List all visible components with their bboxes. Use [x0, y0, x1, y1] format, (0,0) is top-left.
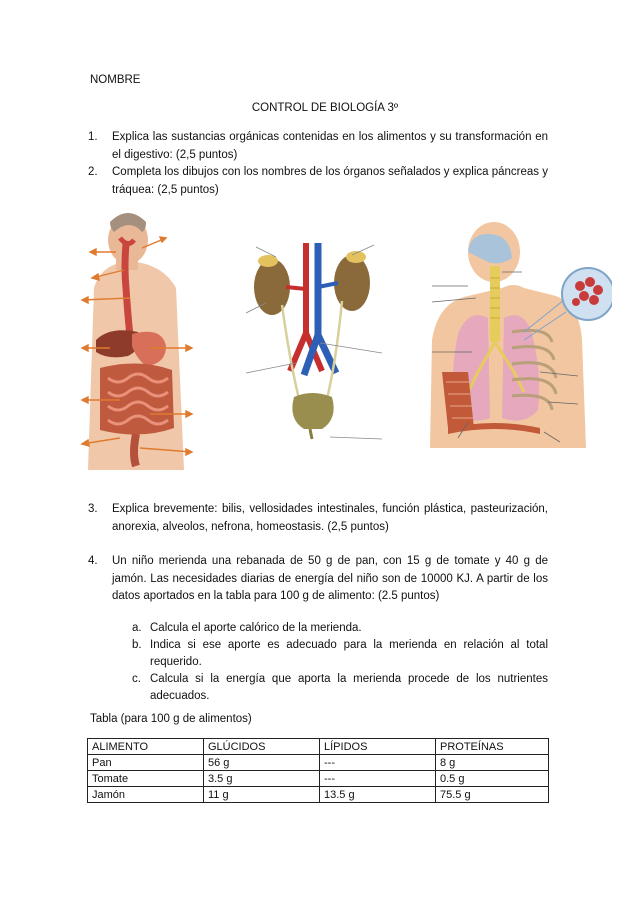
- digestive-system-figure: [80, 208, 200, 470]
- subquestion-a: [132, 620, 548, 637]
- table-cell: ---: [320, 771, 436, 787]
- table-cell: 3.5 g: [204, 771, 320, 787]
- subquestion-letter: b.: [132, 639, 142, 651]
- question-text: Explica las sustancias orgánicas contenidas en los alimentos y su transformación en el digestivo: (2,5 puntos): [112, 131, 548, 161]
- table-row: [88, 755, 549, 771]
- table-cell: Jamón: [88, 787, 204, 803]
- subquestion-text: Calcula si la energía que aporta la merienda procede de los nutrientes adecuados.: [150, 673, 548, 702]
- table-cell: 56 g: [204, 755, 320, 771]
- table-header-row: [88, 739, 549, 755]
- subquestion-letter: c.: [132, 673, 141, 685]
- question-number: 3.: [88, 503, 98, 515]
- name-label: NOMBRE: [90, 74, 141, 86]
- table-row: [88, 771, 549, 787]
- table-header-cell: LÍPIDOS: [320, 739, 436, 755]
- question-text: Completa los dibujos con los nombres de los órganos señalados y explica páncreas y tráquea: (2,5 puntos): [112, 166, 548, 196]
- respiratory-system-figure: [428, 222, 612, 448]
- table-cell: Pan: [88, 755, 204, 771]
- question-number: 4.: [88, 555, 98, 567]
- table-row: [88, 787, 549, 803]
- subquestion-c: [132, 671, 548, 705]
- subquestion-b: [132, 637, 548, 671]
- question-2: [88, 164, 548, 199]
- question-number: 2.: [88, 166, 98, 178]
- subquestion-letter: a.: [132, 622, 142, 634]
- table-cell: ---: [320, 755, 436, 771]
- table-cell: 8 g: [436, 755, 549, 771]
- table-cell: 11 g: [204, 787, 320, 803]
- nutrient-table: [87, 738, 549, 803]
- table-caption: Tabla (para 100 g de alimentos): [90, 713, 252, 725]
- urinary-system-figure: [246, 243, 382, 465]
- page-title: CONTROL DE BIOLOGÍA 3º: [251, 102, 399, 114]
- table-header-cell: GLÚCIDOS: [204, 739, 320, 755]
- question-text: Un niño merienda una rebanada de 50 g de pan, con 15 g de tomate y 40 g de jamón. Las necesidades diarias de energía del niño son de 10000 KJ. A partir de los datos aportados en la tabla para 100 g de alimento: (2.5 puntos): [112, 555, 548, 602]
- table-cell: 0.5 g: [436, 771, 549, 787]
- question-1: [88, 129, 548, 164]
- subquestion-text: Indica si ese aporte es adecuado para la merienda en relación al total requerido.: [150, 639, 548, 668]
- question-text: Explica brevemente: bilis, vellosidades intestinales, función plástica, pasteurización, anorexia, alveolos, nefrona, homeostasis. (2,5 puntos): [112, 503, 548, 533]
- question-3: [88, 501, 548, 536]
- table-cell: 13.5 g: [320, 787, 436, 803]
- question-4: [88, 553, 548, 606]
- table-cell: Tomate: [88, 771, 204, 787]
- table-header-cell: ALIMENTO: [88, 739, 204, 755]
- subquestion-text: Calcula el aporte calórico de la merienda.: [150, 622, 362, 634]
- table-cell: 75.5 g: [436, 787, 549, 803]
- question-number: 1.: [88, 131, 98, 143]
- table-header-cell: PROTEÍNAS: [436, 739, 549, 755]
